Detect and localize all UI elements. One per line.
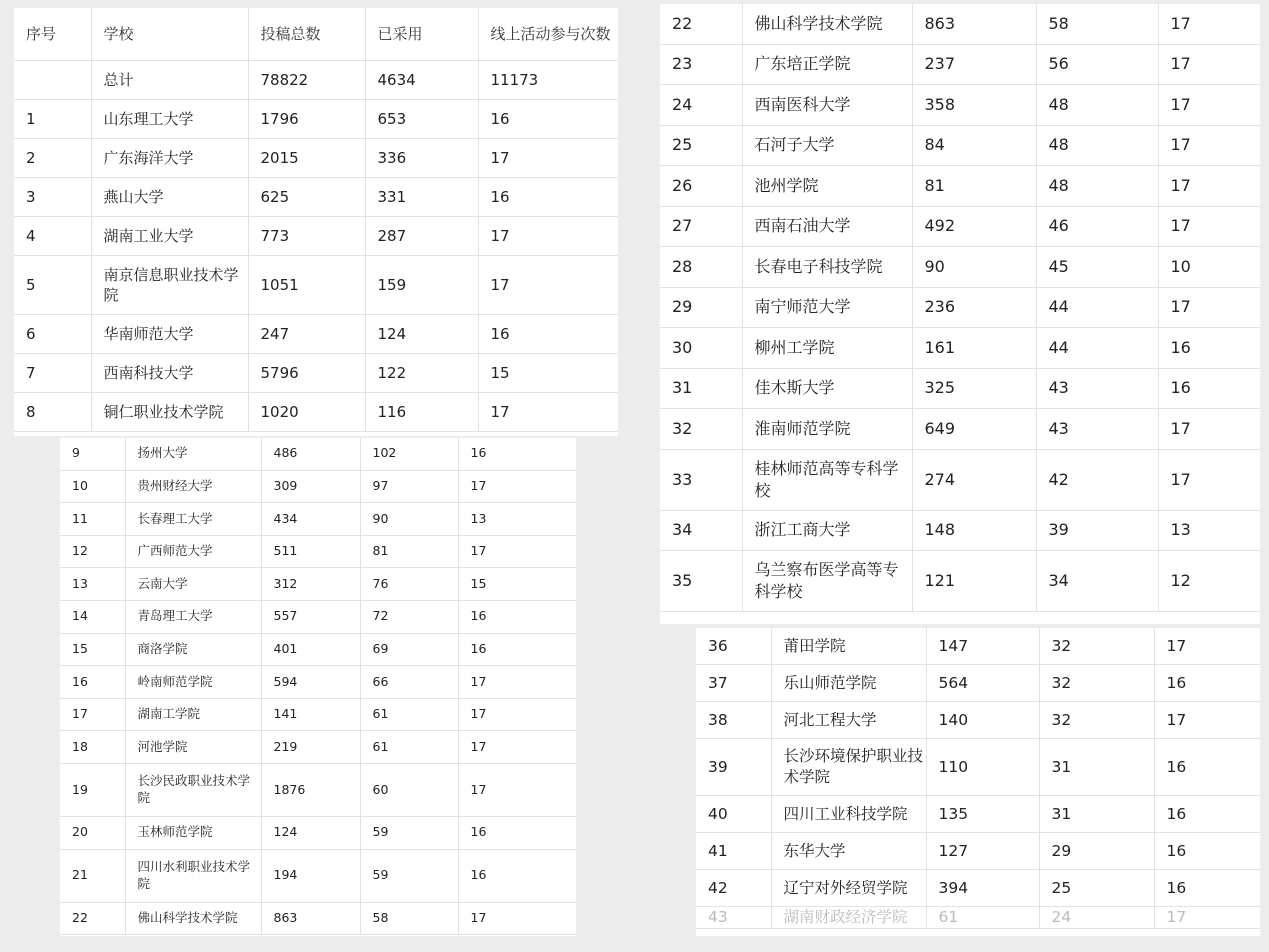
cell-index: 26 (660, 166, 742, 207)
table-row (660, 510, 1260, 551)
cell-activity: 16 (458, 816, 576, 849)
cell-submissions: 121 (912, 551, 1036, 612)
cell-activity: 17 (1158, 4, 1260, 44)
cell-adopted: 48 (1036, 125, 1158, 166)
cell-school: 河北工程大学 (771, 702, 926, 739)
cell-submissions: 511 (261, 535, 360, 568)
cell-activity: 16 (478, 100, 618, 139)
table-row (60, 698, 576, 731)
table-row (660, 85, 1260, 126)
cell-school: 四川工业科技学院 (771, 796, 926, 833)
table-row (60, 535, 576, 568)
cell-adopted: 69 (360, 633, 458, 666)
table-row (696, 665, 1260, 702)
cell-school: 柳州工学院 (742, 328, 912, 369)
cell-activity: 17 (458, 731, 576, 764)
table-row (660, 368, 1260, 409)
total-row (14, 61, 618, 100)
table-panel-top-left (14, 8, 618, 436)
table-row (14, 178, 618, 217)
table-row (60, 633, 576, 666)
cell-index: 41 (696, 833, 771, 870)
cell-adopted: 48 (1036, 166, 1158, 207)
cell-adopted: 124 (365, 315, 478, 354)
cell-activity: 16 (1154, 796, 1260, 833)
cell-index: 42 (696, 870, 771, 907)
cell-submissions: 557 (261, 600, 360, 633)
cell-submissions: 81 (912, 166, 1036, 207)
cell-school: 西南医科大学 (742, 85, 912, 126)
table-row (60, 470, 576, 503)
cell-school: 佳木斯大学 (742, 368, 912, 409)
cell-activity: 16 (458, 849, 576, 902)
cell-school: 佛山科学技术学院 (125, 902, 261, 935)
cell-school: 扬州大学 (125, 438, 261, 470)
table-row (660, 125, 1260, 166)
cell-adopted: 81 (360, 535, 458, 568)
table-row (660, 551, 1260, 612)
cell-adopted: 32 (1039, 628, 1154, 665)
cell-index: 8 (14, 393, 91, 432)
cell-school: 四川水利职业技术学院 (125, 849, 261, 902)
cell-adopted: 31 (1039, 796, 1154, 833)
cell-index: 18 (60, 731, 125, 764)
cell-activity: 17 (1154, 907, 1260, 929)
cell-activity: 16 (1154, 833, 1260, 870)
cell-adopted: 24 (1039, 907, 1154, 929)
table-row (60, 763, 576, 816)
cell-submissions: 1051 (248, 256, 365, 315)
cell-index: 28 (660, 247, 742, 288)
table-row (14, 217, 618, 256)
table-body (60, 438, 576, 935)
cell-activity: 17 (1158, 44, 1260, 85)
ranking-table-22-35 (660, 4, 1260, 612)
table-row (660, 409, 1260, 450)
cell-adopted: 43 (1036, 409, 1158, 450)
cell-activity: 16 (458, 600, 576, 633)
cell-school: 长沙环境保护职业技术学院 (771, 739, 926, 796)
cell-submissions: 141 (261, 698, 360, 731)
cell-index: 15 (60, 633, 125, 666)
table-row (660, 44, 1260, 85)
cell-adopted: 39 (1036, 510, 1158, 551)
cell-adopted: 42 (1036, 449, 1158, 510)
cell-submissions: 148 (912, 510, 1036, 551)
cell-school: 岭南师范学院 (125, 666, 261, 699)
cell-index: 31 (660, 368, 742, 409)
table-row (60, 600, 576, 633)
cell-index: 30 (660, 328, 742, 369)
cell-activity: 17 (478, 139, 618, 178)
table-row (696, 628, 1260, 665)
header-adopted: 已采用 (365, 8, 478, 61)
table-row (14, 393, 618, 432)
cell-index: 17 (60, 698, 125, 731)
cell-school: 广西师范大学 (125, 535, 261, 568)
cell-adopted: 159 (365, 256, 478, 315)
cell-school: 佛山科学技术学院 (742, 4, 912, 44)
cell-school: 商洛学院 (125, 633, 261, 666)
cell-index: 7 (14, 354, 91, 393)
cell-activity: 17 (458, 763, 576, 816)
cell-adopted: 44 (1036, 287, 1158, 328)
cell-index: 27 (660, 206, 742, 247)
cell-index: 32 (660, 409, 742, 450)
cell-school: 青岛理工大学 (125, 600, 261, 633)
cell-index: 10 (60, 470, 125, 503)
ranking-table-1-8 (14, 8, 618, 432)
cell-school: 湖南财政经济学院 (771, 907, 926, 929)
table-panel-bottom-right (696, 628, 1260, 936)
table-row (60, 503, 576, 536)
cell-adopted: 58 (1036, 4, 1158, 44)
cell-index: 39 (696, 739, 771, 796)
cell-adopted: 32 (1039, 665, 1154, 702)
cell-adopted: 90 (360, 503, 458, 536)
cell-activity: 16 (1154, 739, 1260, 796)
cell-submissions: 564 (926, 665, 1039, 702)
cell-index: 4 (14, 217, 91, 256)
table-row (660, 206, 1260, 247)
cell-school: 南宁师范大学 (742, 287, 912, 328)
cell-school: 西南石油大学 (742, 206, 912, 247)
cell-adopted: 43 (1036, 368, 1158, 409)
cell-activity: 13 (1158, 510, 1260, 551)
cell-submissions: 625 (248, 178, 365, 217)
cell-index: 24 (660, 85, 742, 126)
cell-submissions: 434 (261, 503, 360, 536)
cell-adopted: 59 (360, 816, 458, 849)
cell-activity: 17 (1158, 166, 1260, 207)
cell-adopted: 32 (1039, 702, 1154, 739)
cell-adopted: 31 (1039, 739, 1154, 796)
cell-submissions: 1020 (248, 393, 365, 432)
cell-school: 莆田学院 (771, 628, 926, 665)
cell-school: 乌兰察布医学高等专科学校 (742, 551, 912, 612)
cell-adopted: 331 (365, 178, 478, 217)
table-row (60, 849, 576, 902)
cell-submissions: 486 (261, 438, 360, 470)
header-index: 序号 (14, 8, 91, 61)
cell-submissions: 274 (912, 449, 1036, 510)
cell-activity: 13 (458, 503, 576, 536)
cell-adopted: 653 (365, 100, 478, 139)
table-body (14, 100, 618, 432)
cell-school: 山东理工大学 (91, 100, 248, 139)
cell-school: 长春理工大学 (125, 503, 261, 536)
cell-adopted: 102 (360, 438, 458, 470)
cell-activity: 17 (1158, 449, 1260, 510)
cell-submissions: 649 (912, 409, 1036, 450)
cell-activity: 16 (478, 315, 618, 354)
cell-adopted: 122 (365, 354, 478, 393)
cell-adopted: 61 (360, 698, 458, 731)
table-row (696, 739, 1260, 796)
table-body (660, 4, 1260, 612)
cell-adopted: 287 (365, 217, 478, 256)
cell-submissions: 90 (912, 247, 1036, 288)
cell-activity: 17 (1158, 287, 1260, 328)
header-activity: 线上活动参与次数 (478, 8, 618, 61)
cell-submissions: 2015 (248, 139, 365, 178)
cell-activity: 12 (1158, 551, 1260, 612)
cell-activity: 16 (1158, 328, 1260, 369)
cell-activity: 17 (458, 902, 576, 935)
cell-submissions: 124 (261, 816, 360, 849)
cell-adopted: 45 (1036, 247, 1158, 288)
header-submissions: 投稿总数 (248, 8, 365, 61)
cell-school: 南京信息职业技术学院 (91, 256, 248, 315)
cell-submissions: 594 (261, 666, 360, 699)
cell-index: 33 (660, 449, 742, 510)
table-row (660, 449, 1260, 510)
cell-submissions: 135 (926, 796, 1039, 833)
cell-activity: 17 (478, 393, 618, 432)
cell-index: 3 (14, 178, 91, 217)
cell-submissions: 358 (912, 85, 1036, 126)
table-row (60, 568, 576, 601)
cell-school: 总计 (91, 61, 248, 100)
cell-index: 37 (696, 665, 771, 702)
cell-school: 辽宁对外经贸学院 (771, 870, 926, 907)
cell-activity: 17 (478, 217, 618, 256)
cell-index: 14 (60, 600, 125, 633)
table-row (696, 796, 1260, 833)
cell-index: 9 (60, 438, 125, 470)
cell-adopted: 44 (1036, 328, 1158, 369)
cell-school: 乐山师范学院 (771, 665, 926, 702)
cell-school: 华南师范大学 (91, 315, 248, 354)
cell-adopted: 76 (360, 568, 458, 601)
cell-activity: 17 (458, 698, 576, 731)
cell-adopted: 61 (360, 731, 458, 764)
cell-submissions: 237 (912, 44, 1036, 85)
cell-activity: 17 (478, 256, 618, 315)
table-row (660, 166, 1260, 207)
cell-index: 19 (60, 763, 125, 816)
cell-school: 桂林师范高等专科学校 (742, 449, 912, 510)
table-row (696, 833, 1260, 870)
cell-activity: 17 (1158, 125, 1260, 166)
cell-activity: 16 (1154, 870, 1260, 907)
cell-activity: 16 (458, 633, 576, 666)
cell-adopted: 72 (360, 600, 458, 633)
cell-index: 11 (60, 503, 125, 536)
cell-submissions: 161 (912, 328, 1036, 369)
cell-index: 20 (60, 816, 125, 849)
table-row (60, 816, 576, 849)
cell-index: 6 (14, 315, 91, 354)
table-row (60, 666, 576, 699)
table-row (60, 731, 576, 764)
cell-school: 湖南工学院 (125, 698, 261, 731)
cell-school: 湖南工业大学 (91, 217, 248, 256)
cell-submissions: 84 (912, 125, 1036, 166)
cell-submissions: 247 (248, 315, 365, 354)
cell-adopted: 56 (1036, 44, 1158, 85)
table-row (660, 287, 1260, 328)
cell-activity: 16 (478, 178, 618, 217)
cell-submissions: 401 (261, 633, 360, 666)
table-row (696, 870, 1260, 907)
cell-submissions: 773 (248, 217, 365, 256)
table-header-row (14, 8, 618, 61)
cell-index: 25 (660, 125, 742, 166)
cell-school: 长沙民政职业技术学院 (125, 763, 261, 816)
cell-index: 16 (60, 666, 125, 699)
cell-school: 燕山大学 (91, 178, 248, 217)
cell-submissions: 61 (926, 907, 1039, 929)
table-row (60, 438, 576, 470)
cell-index: 29 (660, 287, 742, 328)
cell-school: 玉林师范学院 (125, 816, 261, 849)
cell-index: 34 (660, 510, 742, 551)
cell-school: 云南大学 (125, 568, 261, 601)
cell-school: 淮南师范学院 (742, 409, 912, 450)
cell-index: 13 (60, 568, 125, 601)
cell-index: 36 (696, 628, 771, 665)
table-row (14, 315, 618, 354)
cell-submissions: 492 (912, 206, 1036, 247)
cell-activity: 15 (458, 568, 576, 601)
cell-submissions: 78822 (248, 61, 365, 100)
cell-index: 43 (696, 907, 771, 929)
cell-submissions: 309 (261, 470, 360, 503)
cell-adopted: 34 (1036, 551, 1158, 612)
cell-submissions: 219 (261, 731, 360, 764)
cell-index: 22 (60, 902, 125, 935)
cell-adopted: 4634 (365, 61, 478, 100)
cell-activity: 17 (458, 470, 576, 503)
cell-activity: 17 (458, 666, 576, 699)
cell-index: 23 (660, 44, 742, 85)
cell-index: 21 (60, 849, 125, 902)
cell-school: 西南科技大学 (91, 354, 248, 393)
cell-adopted: 66 (360, 666, 458, 699)
cell-activity: 17 (1158, 85, 1260, 126)
cell-adopted: 58 (360, 902, 458, 935)
cell-adopted: 116 (365, 393, 478, 432)
cell-activity: 17 (1154, 702, 1260, 739)
cell-submissions: 863 (912, 4, 1036, 44)
table-row (14, 354, 618, 393)
table-row (660, 328, 1260, 369)
cell-activity: 17 (458, 535, 576, 568)
cell-school: 广东培正学院 (742, 44, 912, 85)
cell-submissions: 1796 (248, 100, 365, 139)
cell-submissions: 1876 (261, 763, 360, 816)
cell-school: 广东海洋大学 (91, 139, 248, 178)
cell-submissions: 110 (926, 739, 1039, 796)
cell-submissions: 127 (926, 833, 1039, 870)
table-panel-top-right (660, 4, 1260, 624)
cell-activity: 16 (1158, 368, 1260, 409)
ranking-table-9-22 (60, 438, 576, 935)
cell-activity: 16 (1154, 665, 1260, 702)
cell-adopted: 46 (1036, 206, 1158, 247)
cell-school: 石河子大学 (742, 125, 912, 166)
cell-index: 5 (14, 256, 91, 315)
cell-submissions: 236 (912, 287, 1036, 328)
cell-activity: 16 (458, 438, 576, 470)
cell-index: 2 (14, 139, 91, 178)
cell-activity: 17 (1158, 206, 1260, 247)
cell-adopted: 48 (1036, 85, 1158, 126)
cell-school: 东华大学 (771, 833, 926, 870)
table-row (14, 100, 618, 139)
cell-index: 40 (696, 796, 771, 833)
cell-adopted: 336 (365, 139, 478, 178)
cell-submissions: 325 (912, 368, 1036, 409)
table-row (696, 907, 1260, 929)
table-body (696, 628, 1260, 928)
ranking-table-36-43 (696, 628, 1260, 929)
cell-adopted: 29 (1039, 833, 1154, 870)
cell-submissions: 147 (926, 628, 1039, 665)
cell-activity: 17 (1154, 628, 1260, 665)
cell-activity: 11173 (478, 61, 618, 100)
cell-school: 铜仁职业技术学院 (91, 393, 248, 432)
cell-index: 1 (14, 100, 91, 139)
cell-submissions: 194 (261, 849, 360, 902)
cell-activity: 10 (1158, 247, 1260, 288)
cell-school: 贵州财经大学 (125, 470, 261, 503)
table-panel-bottom-left (60, 438, 576, 936)
cell-index (14, 61, 91, 100)
cell-index: 35 (660, 551, 742, 612)
table-row (696, 702, 1260, 739)
cell-activity: 17 (1158, 409, 1260, 450)
table-row (660, 247, 1260, 288)
table-row (60, 902, 576, 935)
cell-adopted: 97 (360, 470, 458, 503)
cell-index: 22 (660, 4, 742, 44)
cell-submissions: 863 (261, 902, 360, 935)
cell-school: 浙江工商大学 (742, 510, 912, 551)
cell-school: 河池学院 (125, 731, 261, 764)
table-row (660, 4, 1260, 44)
cell-submissions: 5796 (248, 354, 365, 393)
cell-school: 长春电子科技学院 (742, 247, 912, 288)
cell-adopted: 59 (360, 849, 458, 902)
cell-index: 12 (60, 535, 125, 568)
cell-submissions: 140 (926, 702, 1039, 739)
cell-school: 池州学院 (742, 166, 912, 207)
header-school: 学校 (91, 8, 248, 61)
cell-submissions: 394 (926, 870, 1039, 907)
cell-activity: 15 (478, 354, 618, 393)
table-row (14, 256, 618, 315)
cell-adopted: 25 (1039, 870, 1154, 907)
table-row (14, 139, 618, 178)
cell-index: 38 (696, 702, 771, 739)
cell-submissions: 312 (261, 568, 360, 601)
cell-adopted: 60 (360, 763, 458, 816)
